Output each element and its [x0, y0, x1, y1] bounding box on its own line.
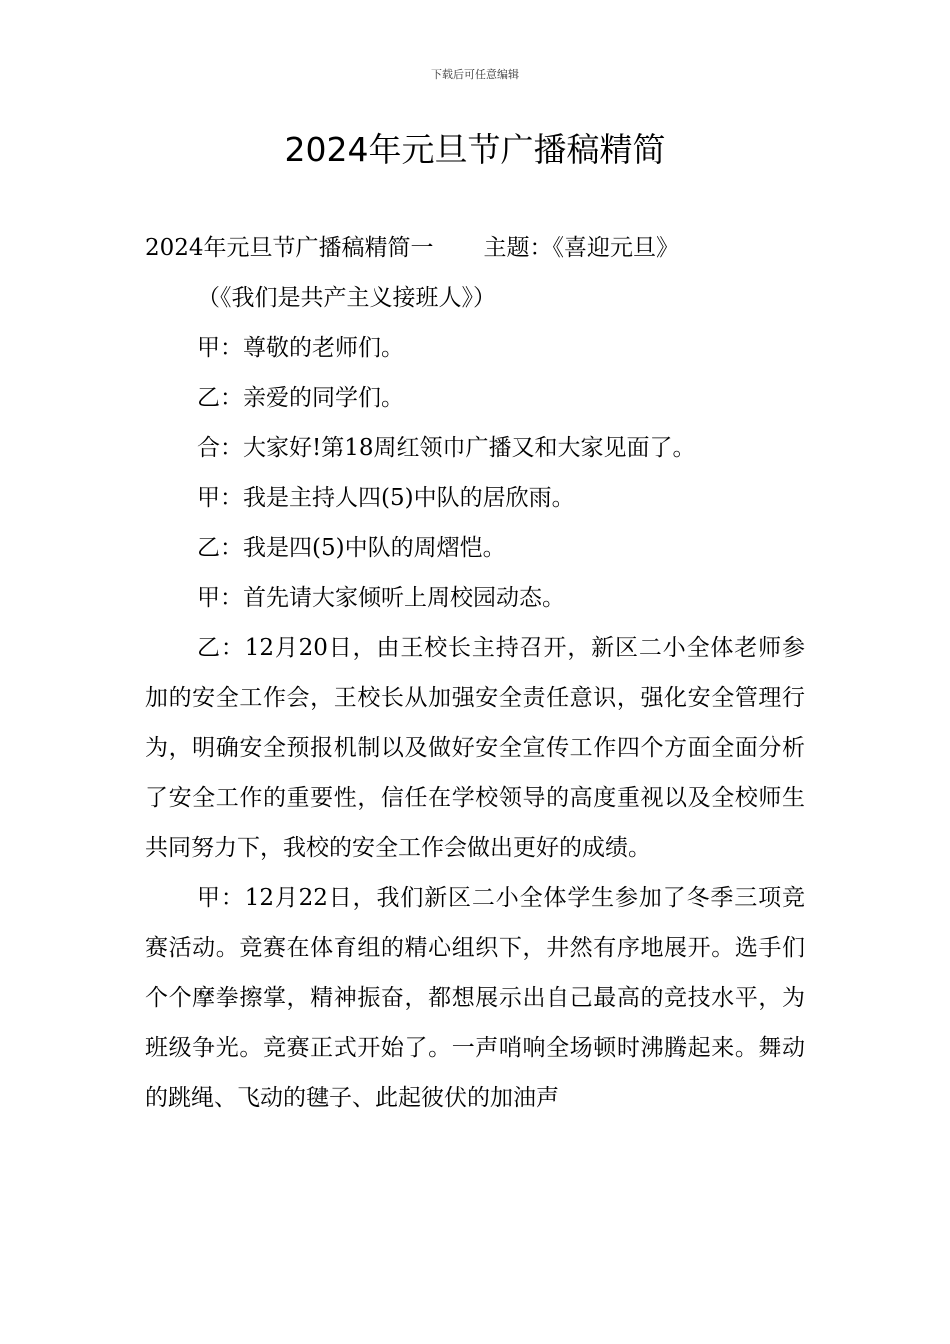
- first-line: [145, 223, 805, 273]
- script-line-song: （《我们是共产主义接班人》）: [197, 285, 496, 311]
- script-line: 合：大家好!第18周红领巾广播又和大家见面了。: [197, 435, 696, 461]
- script-line: 甲：尊敬的老师们。: [197, 335, 404, 361]
- paragraph-winter-competition: 甲：12月22日，我们新区二小全体学生参加了冬季三项竞赛活动。竞赛在体育组的精心组织下，井然有序地展开。选手们个个摩拳擦掌，精神振奋，都想展示出自己最高的竞技水平，为班级争光。竞赛正式开始了。一声哨响全场顿时沸腾起来。舞动的跳绳、飞动的毽子、此起彼伏的加油声: [145, 885, 805, 1111]
- script-line: 乙：我是四(5)中队的周熠恺。: [197, 535, 506, 561]
- script-line: 甲：我是主持人四(5)中队的居欣雨。: [197, 485, 575, 511]
- section-heading: 2024年元旦节广播稿精简一: [145, 235, 434, 261]
- theme-label: 主题：《喜迎元旦》: [483, 235, 680, 261]
- header-note: 下载后可任意编辑: [431, 68, 519, 81]
- paragraph-safety-meeting: 乙：12月20日，由王校长主持召开，新区二小全体老师参加的安全工作会，王校长从加强安全责任意识，强化安全管理行为，明确安全预报机制以及做好安全宣传工作四个方面全面分析了安全工作的重要性，信任在学校领导的高度重视以及全校师生共同努力下，我校的安全工作会做出更好的成绩。: [145, 635, 805, 861]
- script-line: 乙：亲爱的同学们。: [197, 385, 404, 411]
- document-body: [145, 223, 805, 1123]
- script-line: 甲：首先请大家倾听上周校园动态。: [197, 585, 565, 611]
- document-title: 2024年元旦节广播稿精简: [284, 130, 666, 169]
